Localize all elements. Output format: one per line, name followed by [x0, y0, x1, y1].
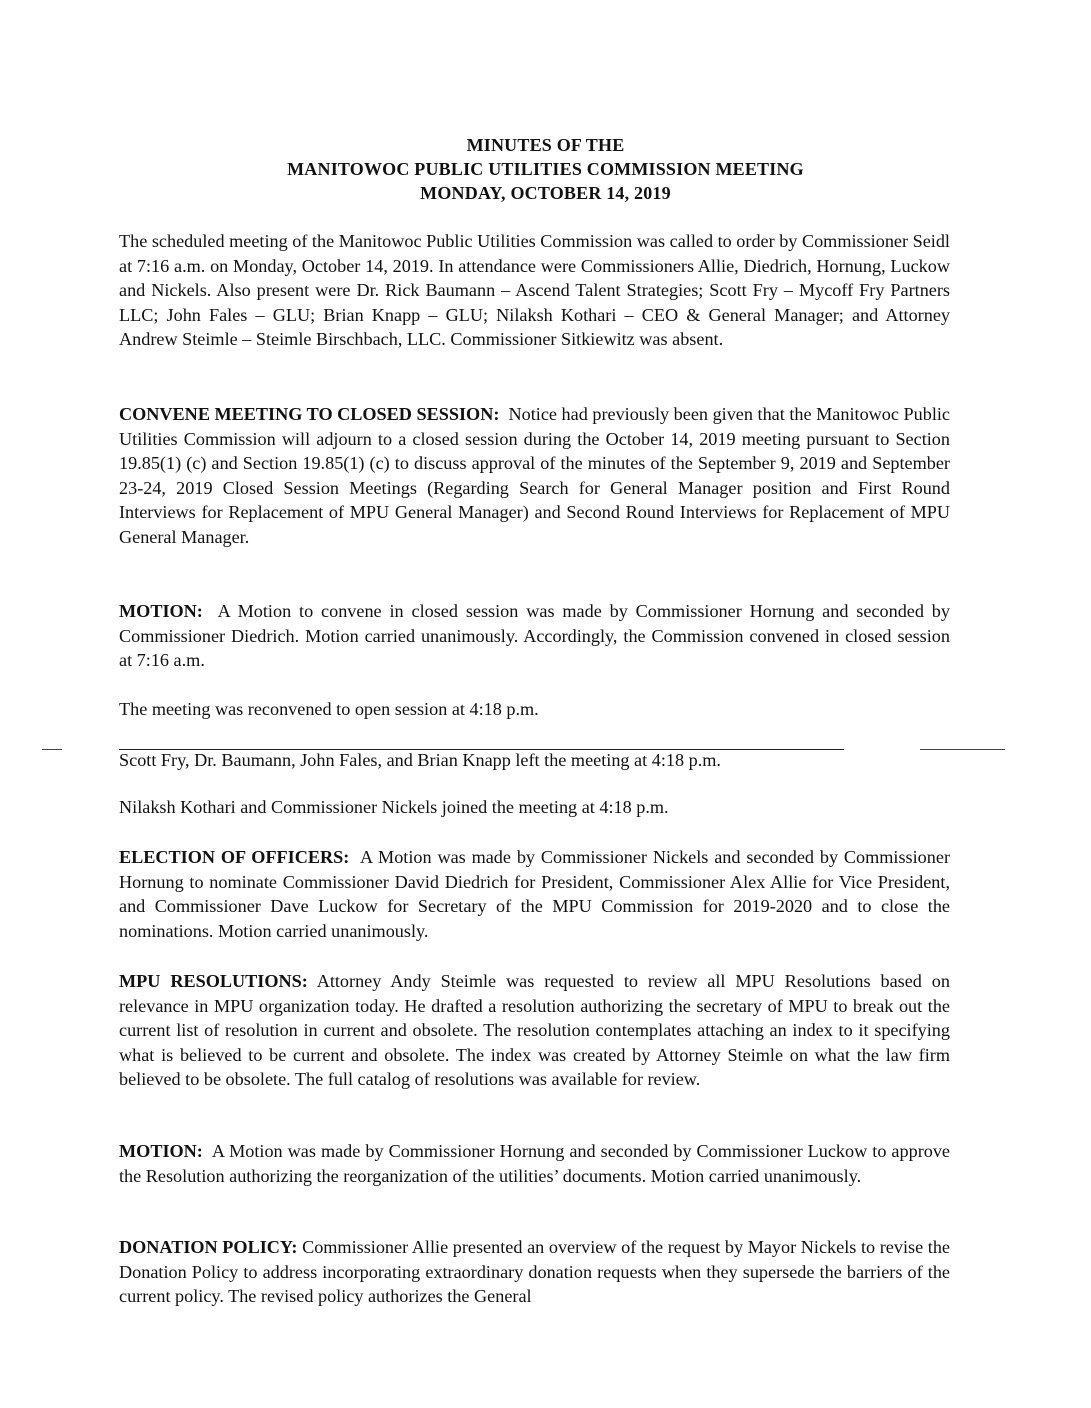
scan-dash: [920, 749, 1005, 750]
title-line-2: MANITOWOC PUBLIC UTILITIES COMMISSION MEETING: [287, 159, 804, 179]
left-meeting-line: Scott Fry, Dr. Baumann, John Fales, and Brian Knapp left the meeting at 4:18 p.m.: [119, 750, 721, 770]
joined-meeting-line: Nilaksh Kothari and Commissioner Nickels joined the meeting at 4:18 p.m.: [119, 797, 669, 817]
section-heading: DONATION POLICY:: [119, 1237, 298, 1257]
section-body: Attorney Andy Steimle was requested to review all MPU Resolutions based on relevance in MPU organization today. He drafted a resolution authorizing the secretary of MPU to break out the current list of resolution in current and obsolete. The resolution contemplates attaching an index to it specifying what is believed to be current and obsolete. The index was created by Attorney Steimle on what the law firm believed to be obsolete. The full catalog of resolutions was available for review.: [119, 971, 950, 1090]
reconvened-line: The meeting was reconvened to open session at 4:18 p.m.: [119, 699, 539, 719]
resolutions-paragraph: [119, 969, 950, 1092]
section-heading: MOTION:: [119, 1141, 203, 1161]
motion-1-paragraph: [119, 599, 950, 673]
closed-session-paragraph: [119, 402, 950, 550]
title-line-3: MONDAY, OCTOBER 14, 2019: [420, 183, 671, 203]
section-heading: ELECTION OF OFFICERS:: [119, 847, 350, 867]
section-heading: MPU RESOLUTIONS:: [119, 971, 308, 991]
section-heading: CONVENE MEETING TO CLOSED SESSION:: [119, 404, 500, 424]
section-body: A Motion to convene in closed session was made by Commissioner Hornung and seconded by Commissioner Diedrich. Motion carried unanimously. Accordingly, the Commission convened in closed session at 7:16 a.m.: [119, 601, 950, 671]
donation-paragraph: [119, 1235, 950, 1309]
motion-2-paragraph: [119, 1139, 950, 1188]
section-heading: MOTION:: [119, 601, 203, 621]
intro-paragraph: The scheduled meeting of the Manitowoc Public Utilities Commission was called to order by Commissioner Seidl at 7:16 a.m. on Monday, October 14, 2019. In attendance were Commissioners Allie, Diedrich, Hornung, Luckow and Nickels. Also present were Dr. Rick Baumann – Ascend Talent Strategies; Scott Fry – Mycoff Fry Partners LLC; John Fales – GLU; Brian Knapp – GLU; Nilaksh Kothari – CEO & General Manager; and Attorney Andrew Steimle – Steimle Birschbach, LLC. Commissioner Sitkiewitz was absent.: [119, 231, 950, 350]
section-body: A Motion was made by Commissioner Nickels and seconded by Commissioner Hornung to nominate Commissioner David Diedrich for President, Commissioner Alex Allie for Vice President, and Commissioner Dave Luckow for Secretary of the MPU Commission for 2019-2020 and to close the nominations. Motion carried unanimously.: [119, 847, 951, 941]
section-body: Commissioner Allie presented an overview of the request by Mayor Nickels to revise the Donation Policy to address incorporating extraordinary donation requests when they supersede the barriers of the current policy. The revised policy authorizes the General: [119, 1237, 951, 1307]
section-body: Notice had previously been given that the Manitowoc Public Utilities Commission will adjourn to a closed session during the October 14, 2019 meeting pursuant to Section 19.85(1) (c) and Section 19.85(1) (c) to discuss approval of the minutes of the September 9, 2019 and September 23-24, 2019 Closed Session Meetings (Regarding Search for General Manager position and First Round Interviews for Replacement of MPU General Manager) and Second Round Interviews for Replacement of MPU General Manager.: [119, 404, 951, 547]
section-body: A Motion was made by Commissioner Hornung and seconded by Commissioner Luckow to approve the Resolution authorizing the reorganization of the utilities’ documents. Motion carried unanimously.: [119, 1141, 951, 1186]
scan-dash: [42, 749, 62, 750]
title-line-1: MINUTES OF THE: [466, 135, 625, 155]
election-paragraph: [119, 845, 950, 943]
